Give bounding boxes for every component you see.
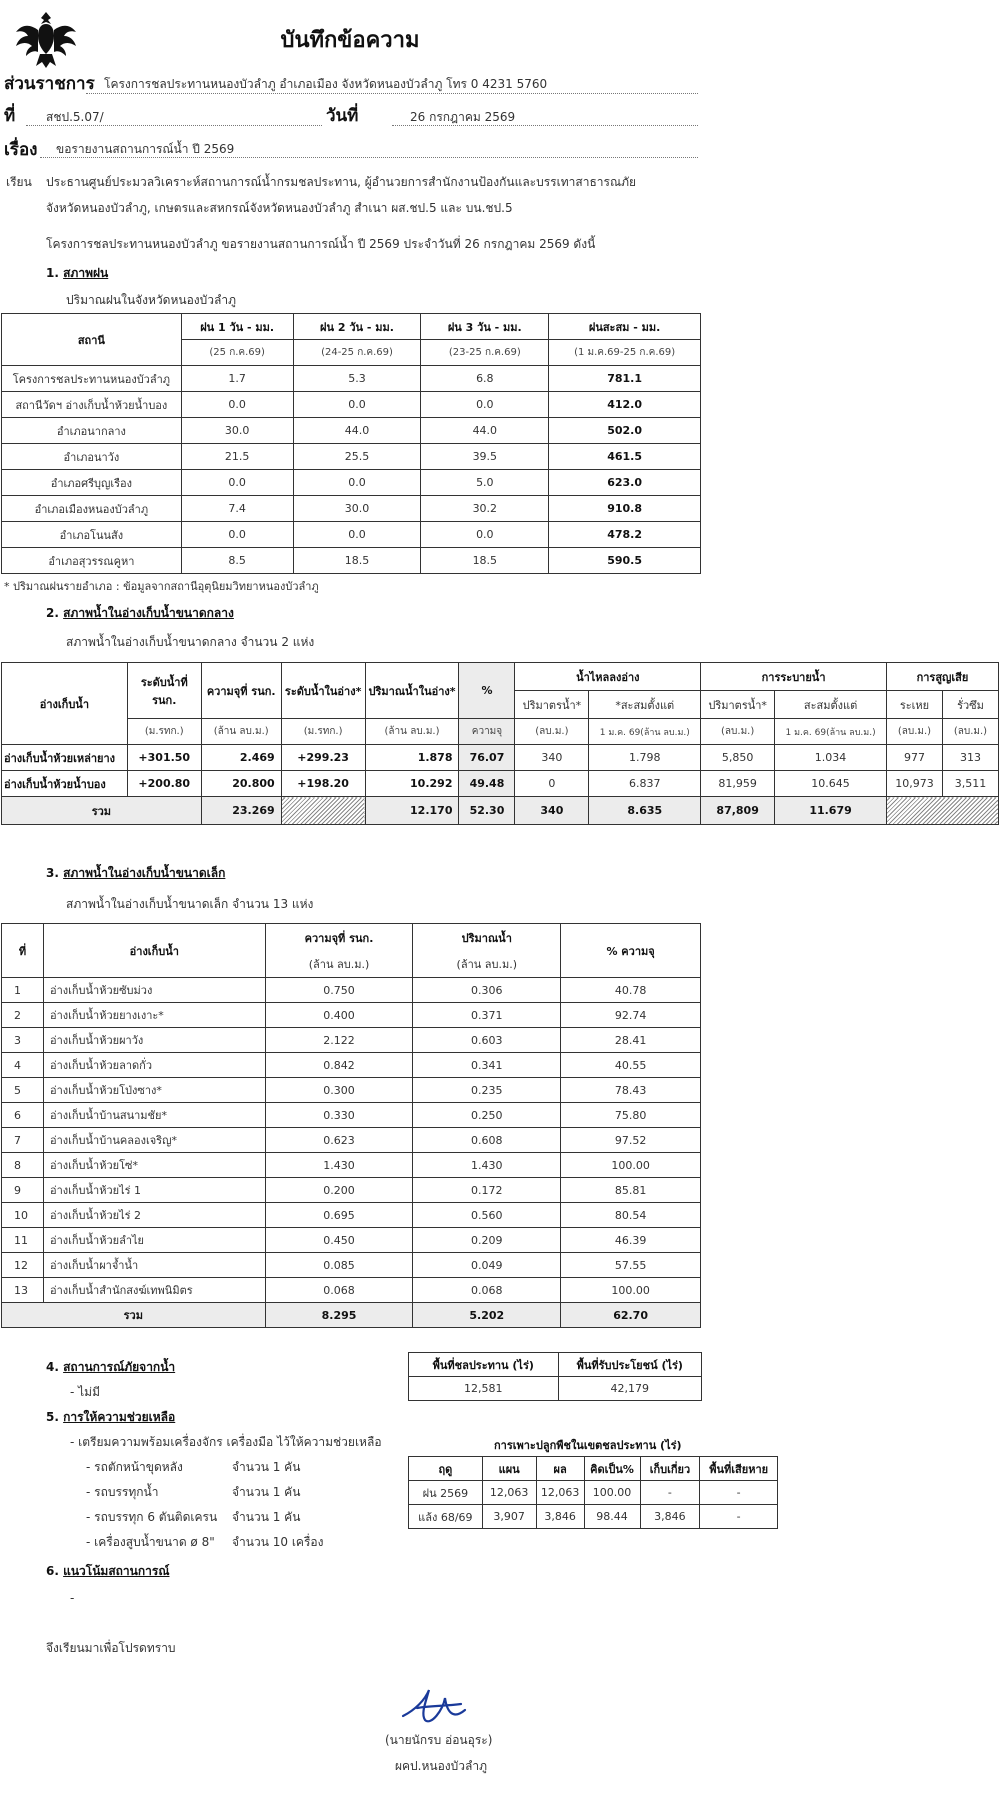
ref-dotline bbox=[26, 125, 322, 126]
rain-acc: 781.1 bbox=[549, 366, 701, 392]
to-line2: จังหวัดหนองบัวลำภู, เกษตรและสหกรณ์จังหวัดหนองบัวลำภู สำเนา ผส.ชป.5 และ บน.ชป.5 bbox=[46, 201, 513, 215]
small-cap: 0.842 bbox=[265, 1053, 413, 1078]
small-name: อ่างเก็บน้ำห้วยซับม่วง bbox=[43, 978, 265, 1003]
small-h-name: อ่างเก็บน้ำ bbox=[43, 924, 265, 978]
rain-sub-d2: (24-25 ก.ค.69) bbox=[293, 340, 421, 366]
med-seep: 313 bbox=[942, 745, 998, 771]
small-vol: 0.306 bbox=[413, 978, 561, 1003]
crop-harvest: - bbox=[640, 1481, 700, 1505]
crop-season: ฝน 2569 bbox=[409, 1481, 483, 1505]
med-total-cap: 23.269 bbox=[201, 797, 281, 825]
med-in-vol: 0 bbox=[515, 771, 589, 797]
rain-d3: 0.0 bbox=[421, 392, 549, 418]
small-pct: 46.39 bbox=[561, 1228, 701, 1253]
rain-d2: 18.5 bbox=[293, 548, 421, 574]
equipment-qty: จำนวน 1 คัน bbox=[232, 1460, 301, 1474]
med-name: อ่างเก็บน้ำห้วยน้ำบอง bbox=[2, 771, 128, 797]
med-evap: 977 bbox=[886, 745, 942, 771]
rain-station: อำเภอสุวรรณคูหา bbox=[2, 548, 182, 574]
med-level: +299.23 bbox=[281, 745, 365, 771]
section3-heading: 3. สภาพน้ำในอ่างเก็บน้ำขนาดเล็ก bbox=[46, 866, 226, 880]
equipment-name: - เครื่องสูบน้ำขนาด ø 8" bbox=[86, 1535, 215, 1549]
date-dotline bbox=[392, 125, 698, 126]
small-name: อ่างเก็บน้ำห้วยลาดกั่ว bbox=[43, 1053, 265, 1078]
small-vol: 0.068 bbox=[413, 1278, 561, 1303]
small-pct: 75.80 bbox=[561, 1103, 701, 1128]
small-name: อ่างเก็บน้ำห้วยโซ่* bbox=[43, 1153, 265, 1178]
med-in-vol: 340 bbox=[515, 745, 589, 771]
crop-result: 3,846 bbox=[536, 1505, 584, 1529]
small-no: 4 bbox=[2, 1053, 44, 1078]
small-no: 8 bbox=[2, 1153, 44, 1178]
med-total-pct: 52.30 bbox=[459, 797, 515, 825]
small-no: 3 bbox=[2, 1028, 44, 1053]
small-no: 5 bbox=[2, 1078, 44, 1103]
rain-station: อำเภอศรีบุญเรือง bbox=[2, 470, 182, 496]
table-row bbox=[2, 771, 999, 797]
table-row bbox=[2, 1128, 701, 1153]
signature-icon bbox=[395, 1680, 475, 1730]
med-u-vol: (ล้าน ลบ.ม.) bbox=[365, 719, 459, 745]
crop-pct: 100.00 bbox=[584, 1481, 640, 1505]
date-value: 26 กรกฎาคม 2569 bbox=[410, 110, 516, 124]
small-pct: 85.81 bbox=[561, 1178, 701, 1203]
signer-name: (นายนักรบ อ่อนอุระ) bbox=[385, 1733, 493, 1747]
small-no: 1 bbox=[2, 978, 44, 1003]
equipment-name: - รถบรรทุก 6 ตันติดเครน bbox=[86, 1510, 218, 1524]
crop-h-season: ฤดู bbox=[409, 1457, 483, 1481]
rain-sub-d3: (23-25 ก.ค.69) bbox=[421, 340, 549, 366]
rain-d1: 0.0 bbox=[181, 470, 293, 496]
crop-pct: 98.44 bbox=[584, 1505, 640, 1529]
med-u-pct: ความจุ bbox=[459, 719, 515, 745]
rain-station: สถานีวัดฯ อ่างเก็บน้ำห้วยน้ำบอง bbox=[2, 392, 182, 418]
rain-d1: 0.0 bbox=[181, 392, 293, 418]
rain-sub-d1: (25 ก.ค.69) bbox=[181, 340, 293, 366]
med-total-rel-vol: 87,809 bbox=[701, 797, 775, 825]
equipment-qty: จำนวน 1 คัน bbox=[232, 1485, 301, 1499]
table-row bbox=[2, 1003, 701, 1028]
rain-d1: 7.4 bbox=[181, 496, 293, 522]
rain-d3: 0.0 bbox=[421, 522, 549, 548]
small-vol: 0.172 bbox=[413, 1178, 561, 1203]
crop-h-result: ผล bbox=[536, 1457, 584, 1481]
rain-acc: 461.5 bbox=[549, 444, 701, 470]
rain-col-station: สถานี bbox=[2, 314, 182, 366]
section6-item: - bbox=[70, 1591, 75, 1605]
small-vol: 0.049 bbox=[413, 1253, 561, 1278]
rain-d2: 0.0 bbox=[293, 392, 421, 418]
table-row bbox=[2, 1028, 701, 1053]
ref-value: สชป.5.07/ bbox=[46, 110, 104, 124]
small-name: อ่างเก็บน้ำสำนักสงฆ์เทพนิมิตร bbox=[43, 1278, 265, 1303]
subject-value: ขอรายงานสถานการณ์น้ำ ปี 2569 bbox=[56, 142, 235, 156]
med-rel-vol: 81,959 bbox=[701, 771, 775, 797]
small-name: อ่างเก็บน้ำห้วยโป่งซาง* bbox=[43, 1078, 265, 1103]
med-cap-rsg: 2.469 bbox=[201, 745, 281, 771]
small-cap: 0.400 bbox=[265, 1003, 413, 1028]
equipment-qty: จำนวน 10 เครื่อง bbox=[232, 1535, 324, 1549]
med-total-in-acc: 8.635 bbox=[589, 797, 701, 825]
med-h-level: ระดับน้ำในอ่าง* bbox=[281, 663, 365, 719]
med-h-pct: % bbox=[459, 663, 515, 719]
med-h-rel-vol: ปริมาตรน้ำ* bbox=[701, 691, 775, 719]
crop-damage: - bbox=[700, 1481, 778, 1505]
table-row bbox=[2, 496, 701, 522]
small-name: อ่างเก็บน้ำห้วยไร่ 1 bbox=[43, 1178, 265, 1203]
rain-d3: 5.0 bbox=[421, 470, 549, 496]
med-h-seep: รั่วซึม bbox=[942, 691, 998, 719]
med-name: อ่างเก็บน้ำห้วยเหล่ายาง bbox=[2, 745, 128, 771]
small-pct: 40.78 bbox=[561, 978, 701, 1003]
hatched-cell bbox=[886, 797, 998, 825]
crop-caption: การเพาะปลูกพืชในเขตชลประทาน (ไร่) bbox=[494, 1439, 682, 1452]
small-total-cap: 8.295 bbox=[265, 1303, 413, 1328]
crop-h-harvest: เก็บเกี่ยว bbox=[640, 1457, 700, 1481]
med-h-inflow: น้ำไหลลงอ่าง bbox=[515, 663, 701, 691]
med-u-level: (ม.รทก.) bbox=[281, 719, 365, 745]
small-vol: 0.341 bbox=[413, 1053, 561, 1078]
med-u-inflow-vol: (ลบ.ม.) bbox=[515, 719, 589, 745]
small-name: อ่างเก็บน้ำห้วยไร่ 2 bbox=[43, 1203, 265, 1228]
small-cap: 0.068 bbox=[265, 1278, 413, 1303]
med-h-loss: การสูญเสีย bbox=[886, 663, 998, 691]
med-pct: 76.07 bbox=[459, 745, 515, 771]
table-row bbox=[2, 1153, 701, 1178]
small-h-cap: ความจุที่ รนก. bbox=[265, 924, 413, 952]
equipment-qty: จำนวน 1 คัน bbox=[232, 1510, 301, 1524]
rain-d3: 18.5 bbox=[421, 548, 549, 574]
med-level-rsg: +301.50 bbox=[127, 745, 201, 771]
table-row bbox=[2, 470, 701, 496]
to-line1: ประธานศูนย์ประมวลวิเคราะห์สถานการณ์น้ำกรมชลประทาน, ผู้อำนวยการสำนักงานป้องกันและบรรเทาสาธารณภัย bbox=[46, 175, 637, 189]
small-no: 6 bbox=[2, 1103, 44, 1128]
med-u-rel-vol: (ลบ.ม.) bbox=[701, 719, 775, 745]
small-pct: 100.00 bbox=[561, 1278, 701, 1303]
area-h-benefit: พื้นที่รับประโยชน์ (ไร่) bbox=[558, 1353, 702, 1377]
rain-col-d1: ฝน 1 วัน - มม. bbox=[181, 314, 293, 340]
small-h-vol: ปริมาณน้ำ bbox=[413, 924, 561, 952]
med-vol: 10.292 bbox=[365, 771, 459, 797]
rain-col-acc: ฝนสะสม - มม. bbox=[549, 314, 701, 340]
small-vol: 0.603 bbox=[413, 1028, 561, 1053]
rain-d3: 30.2 bbox=[421, 496, 549, 522]
small-no: 7 bbox=[2, 1128, 44, 1153]
med-h-name: อ่างเก็บน้ำ bbox=[2, 663, 128, 745]
med-h-rel-acc: สะสมตั้งแต่ bbox=[775, 691, 887, 719]
rain-acc: 502.0 bbox=[549, 418, 701, 444]
rain-d2: 0.0 bbox=[293, 522, 421, 548]
crop-plan: 12,063 bbox=[482, 1481, 536, 1505]
small-caption: สภาพน้ำในอ่างเก็บน้ำขนาดเล็ก จำนวน 13 แห่ง bbox=[66, 897, 314, 911]
med-h-inflow-acc: *สะสมตั้งแต่ bbox=[589, 691, 701, 719]
med-u-cap-rsg: (ล้าน ลบ.ม.) bbox=[201, 719, 281, 745]
med-total-in-vol: 340 bbox=[515, 797, 589, 825]
table-row bbox=[2, 1078, 701, 1103]
agency-value: โครงการชลประทานหนองบัวลำภู อำเภอเมือง จังหวัดหนองบัวลำภู โทร 0 4231 5760 bbox=[104, 77, 548, 91]
med-u-inflow-acc: 1 ม.ค. 69(ล้าน ลบ.ม.) bbox=[589, 719, 701, 745]
small-vol: 0.608 bbox=[413, 1128, 561, 1153]
med-vol: 1.878 bbox=[365, 745, 459, 771]
area-table bbox=[408, 1352, 702, 1401]
rain-d1: 30.0 bbox=[181, 418, 293, 444]
rain-d3: 39.5 bbox=[421, 444, 549, 470]
rain-d2: 0.0 bbox=[293, 470, 421, 496]
rain-station: อำเภอโนนสัง bbox=[2, 522, 182, 548]
table-row bbox=[409, 1505, 778, 1529]
rain-d3: 44.0 bbox=[421, 418, 549, 444]
rain-d1: 1.7 bbox=[181, 366, 293, 392]
small-name: อ่างเก็บน้ำห้วยยางเงาะ* bbox=[43, 1003, 265, 1028]
small-h-pct: % ความจุ bbox=[561, 924, 701, 978]
date-label: วันที่ bbox=[326, 106, 359, 126]
med-h-inflow-vol: ปริมาตรน้ำ* bbox=[515, 691, 589, 719]
med-evap: 10,973 bbox=[886, 771, 942, 797]
small-cap: 0.695 bbox=[265, 1203, 413, 1228]
small-cap: 0.300 bbox=[265, 1078, 413, 1103]
small-cap: 0.750 bbox=[265, 978, 413, 1003]
table-row bbox=[409, 1481, 778, 1505]
table-row bbox=[2, 1103, 701, 1128]
subject-label: เรื่อง bbox=[4, 140, 38, 160]
rain-table bbox=[1, 313, 701, 574]
med-level-rsg: +200.80 bbox=[127, 771, 201, 797]
section5-intro: - เตรียมความพร้อมเครื่องจักร เครื่องมือ ไว้ให้ความช่วยเหลือ bbox=[70, 1435, 382, 1449]
section4-heading: 4. สถานการณ์ภัยจากน้ำ bbox=[46, 1360, 176, 1374]
small-vol: 0.209 bbox=[413, 1228, 561, 1253]
med-total-rel-acc: 11.679 bbox=[775, 797, 887, 825]
rain-caption: ปริมาณฝนในจังหวัดหนองบัวลำภู bbox=[66, 293, 237, 307]
area-benefit: 42,179 bbox=[558, 1377, 702, 1401]
area-h-irrig: พื้นที่ชลประทาน (ไร่) bbox=[409, 1353, 559, 1377]
table-row bbox=[2, 1178, 701, 1203]
small-cap: 2.122 bbox=[265, 1028, 413, 1053]
rain-d2: 30.0 bbox=[293, 496, 421, 522]
small-reservoir-table bbox=[1, 923, 701, 1328]
table-row bbox=[2, 745, 999, 771]
med-u-level-rsg: (ม.รทก.) bbox=[127, 719, 201, 745]
med-rel-vol: 5,850 bbox=[701, 745, 775, 771]
small-cap: 1.430 bbox=[265, 1153, 413, 1178]
med-u-seep: (ลบ.ม.) bbox=[942, 719, 998, 745]
small-total-vol: 5.202 bbox=[413, 1303, 561, 1328]
small-pct: 97.52 bbox=[561, 1128, 701, 1153]
small-pct: 28.41 bbox=[561, 1028, 701, 1053]
to-label: เรียน bbox=[6, 175, 32, 189]
med-seep: 3,511 bbox=[942, 771, 998, 797]
table-total-row bbox=[2, 797, 999, 825]
small-cap: 0.200 bbox=[265, 1178, 413, 1203]
rain-acc: 478.2 bbox=[549, 522, 701, 548]
table-total-row bbox=[2, 1303, 701, 1328]
rain-station: อำเภอเมืองหนองบัวลำภู bbox=[2, 496, 182, 522]
section4-item: - ไม่มี bbox=[70, 1385, 100, 1399]
equipment-name: - รถบรรทุกน้ำ bbox=[86, 1485, 159, 1499]
subject-dotline bbox=[40, 157, 698, 158]
small-pct: 40.55 bbox=[561, 1053, 701, 1078]
equipment-name: - รถตักหน้าขุดหลัง bbox=[86, 1460, 183, 1474]
table-row bbox=[2, 1228, 701, 1253]
closing-text: จึงเรียนมาเพื่อโปรดทราบ bbox=[46, 1641, 176, 1655]
table-row bbox=[2, 548, 701, 574]
small-name: อ่างเก็บน้ำผาจ้ำน้ำ bbox=[43, 1253, 265, 1278]
med-total-vol: 12.170 bbox=[365, 797, 459, 825]
rain-col-d3: ฝน 3 วัน - มม. bbox=[421, 314, 549, 340]
section1-heading: 1. สภาพฝน bbox=[46, 266, 109, 280]
small-h-vol-unit: (ล้าน ลบ.ม.) bbox=[413, 952, 561, 978]
med-cap-rsg: 20.800 bbox=[201, 771, 281, 797]
med-total-label: รวม bbox=[2, 797, 202, 825]
table-row bbox=[2, 444, 701, 470]
small-vol: 1.430 bbox=[413, 1153, 561, 1178]
memo-title: บันทึกข้อความ bbox=[280, 28, 420, 53]
medium-caption: สภาพน้ำในอ่างเก็บน้ำขนาดกลาง จำนวน 2 แห่ง bbox=[66, 635, 315, 649]
rain-d1: 0.0 bbox=[181, 522, 293, 548]
crop-h-damage: พื้นที่เสียหาย bbox=[700, 1457, 778, 1481]
med-level: +198.20 bbox=[281, 771, 365, 797]
small-h-cap-unit: (ล้าน ลบ.ม.) bbox=[265, 952, 413, 978]
rain-acc: 412.0 bbox=[549, 392, 701, 418]
agency-dotline bbox=[86, 93, 698, 94]
med-h-level-rsg: ระดับน้ำที่ รนก. bbox=[127, 663, 201, 719]
rain-acc: 623.0 bbox=[549, 470, 701, 496]
rain-station: โครงการชลประทานหนองบัวลำภู bbox=[2, 366, 182, 392]
crop-table bbox=[408, 1456, 778, 1529]
rain-station: อำเภอนาวัง bbox=[2, 444, 182, 470]
med-in-acc: 6.837 bbox=[589, 771, 701, 797]
small-pct: 80.54 bbox=[561, 1203, 701, 1228]
table-row bbox=[2, 1203, 701, 1228]
small-cap: 0.623 bbox=[265, 1128, 413, 1153]
rain-acc: 910.8 bbox=[549, 496, 701, 522]
table-row bbox=[2, 522, 701, 548]
small-vol: 0.371 bbox=[413, 1003, 561, 1028]
med-rel-acc: 10.645 bbox=[775, 771, 887, 797]
med-rel-acc: 1.034 bbox=[775, 745, 887, 771]
crop-plan: 3,907 bbox=[482, 1505, 536, 1529]
small-vol: 0.560 bbox=[413, 1203, 561, 1228]
section2-heading: 2. สภาพน้ำในอ่างเก็บน้ำขนาดกลาง bbox=[46, 606, 234, 620]
rain-d3: 6.8 bbox=[421, 366, 549, 392]
small-name: อ่างเก็บน้ำห้วยลำไย bbox=[43, 1228, 265, 1253]
med-u-evap: (ลบ.ม.) bbox=[886, 719, 942, 745]
med-h-evap: ระเหย bbox=[886, 691, 942, 719]
intro-text: โครงการชลประทานหนองบัวลำภู ขอรายงานสถานการณ์น้ำ ปี 2569 ประจำวันที่ 26 กรกฎาคม 2569 ดังนี้ bbox=[46, 237, 596, 251]
med-u-rel-acc: 1 ม.ค. 69(ล้าน ลบ.ม.) bbox=[775, 719, 887, 745]
rain-d1: 8.5 bbox=[181, 548, 293, 574]
small-no: 13 bbox=[2, 1278, 44, 1303]
signer-title: ผคป.หนองบัวลำภู bbox=[395, 1759, 488, 1773]
rain-acc: 590.5 bbox=[549, 548, 701, 574]
rain-d2: 44.0 bbox=[293, 418, 421, 444]
small-pct: 78.43 bbox=[561, 1078, 701, 1103]
table-row bbox=[2, 978, 701, 1003]
med-h-release: การระบายน้ำ bbox=[701, 663, 887, 691]
small-name: อ่างเก็บน้ำบ้านคลองเจริญ* bbox=[43, 1128, 265, 1153]
med-h-cap-rsg: ความจุที่ รนก. bbox=[201, 663, 281, 719]
rain-d2: 5.3 bbox=[293, 366, 421, 392]
medium-reservoir-table bbox=[1, 662, 999, 825]
med-in-acc: 1.798 bbox=[589, 745, 701, 771]
ref-label: ที่ bbox=[4, 106, 16, 126]
crop-season: แล้ง 68/69 bbox=[409, 1505, 483, 1529]
small-no: 11 bbox=[2, 1228, 44, 1253]
small-cap: 0.450 bbox=[265, 1228, 413, 1253]
small-cap: 0.330 bbox=[265, 1103, 413, 1128]
section5-heading: 5. การให้ความช่วยเหลือ bbox=[46, 1410, 176, 1424]
small-no: 2 bbox=[2, 1003, 44, 1028]
table-row bbox=[2, 392, 701, 418]
table-row bbox=[2, 1253, 701, 1278]
crop-damage: - bbox=[700, 1505, 778, 1529]
rain-note: * ปริมาณฝนรายอำเภอ : ข้อมูลจากสถานีอุตุนิยมวิทยาหนองบัวลำภู bbox=[4, 580, 319, 593]
small-no: 10 bbox=[2, 1203, 44, 1228]
crop-result: 12,063 bbox=[536, 1481, 584, 1505]
table-row bbox=[2, 1053, 701, 1078]
table-row bbox=[2, 418, 701, 444]
small-pct: 100.00 bbox=[561, 1153, 701, 1178]
agency-label: ส่วนราชการ bbox=[4, 74, 95, 94]
small-no: 9 bbox=[2, 1178, 44, 1203]
small-h-no: ที่ bbox=[2, 924, 44, 978]
table-row bbox=[2, 366, 701, 392]
small-vol: 0.250 bbox=[413, 1103, 561, 1128]
crop-harvest: 3,846 bbox=[640, 1505, 700, 1529]
med-pct: 49.48 bbox=[459, 771, 515, 797]
section6-heading: 6. แนวโน้มสถานการณ์ bbox=[46, 1564, 170, 1578]
small-total-pct: 62.70 bbox=[561, 1303, 701, 1328]
table-row bbox=[2, 1278, 701, 1303]
rain-col-d2: ฝน 2 วัน - มม. bbox=[293, 314, 421, 340]
hatched-cell bbox=[281, 797, 365, 825]
rain-d1: 21.5 bbox=[181, 444, 293, 470]
small-vol: 0.235 bbox=[413, 1078, 561, 1103]
small-pct: 57.55 bbox=[561, 1253, 701, 1278]
rain-sub-acc: (1 ม.ค.69-25 ก.ค.69) bbox=[549, 340, 701, 366]
small-cap: 0.085 bbox=[265, 1253, 413, 1278]
rain-station: อำเภอนากลาง bbox=[2, 418, 182, 444]
crop-h-plan: แผน bbox=[482, 1457, 536, 1481]
area-irrig: 12,581 bbox=[409, 1377, 559, 1401]
small-total-label: รวม bbox=[2, 1303, 266, 1328]
crop-h-pct: คิดเป็น% bbox=[584, 1457, 640, 1481]
med-h-vol: ปริมาณน้ำในอ่าง* bbox=[365, 663, 459, 719]
small-pct: 92.74 bbox=[561, 1003, 701, 1028]
small-name: อ่างเก็บน้ำห้วยผาวัง bbox=[43, 1028, 265, 1053]
small-name: อ่างเก็บน้ำบ้านสนามชัย* bbox=[43, 1103, 265, 1128]
small-no: 12 bbox=[2, 1253, 44, 1278]
rain-d2: 25.5 bbox=[293, 444, 421, 470]
